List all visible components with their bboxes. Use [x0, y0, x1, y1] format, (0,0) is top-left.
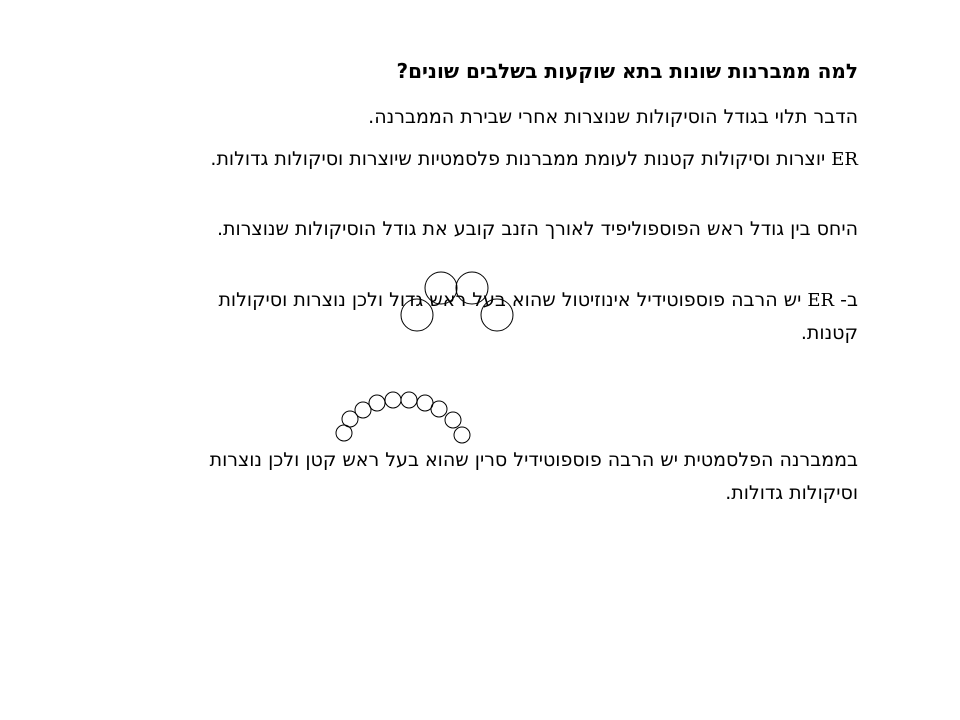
paragraph-4-text: יש הרבה פוספוטידיל אינוזיטול שהוא בעל ראש גדול ולכן נוצרות וסיקולות קטנות.: [218, 289, 858, 344]
small-head-circle: [355, 402, 371, 418]
slide-title: למה ממברנות שונות בתא שוקעות בשלבים שונים?: [396, 59, 858, 83]
paragraph-2: [178, 143, 858, 176]
small-head-circle: [417, 395, 433, 411]
paragraph-5: בממברנה הפלסמטית יש הרבה פוספוטידיל סרין שהוא בעל ראש קטן ולכן נוצרות וסיקולות גדולות.: [209, 449, 858, 504]
small-head-circle: [445, 412, 461, 428]
paragraph-1: הדבר תלוי בגודל הוסיקולות שנוצרות אחרי שבירת הממברנה.: [368, 106, 858, 128]
paragraph-2-text: יוצרות וסיקולות קטנות לעומת ממברנות פלסמטיות שיוצרות וסיקולות גדולות.: [210, 148, 832, 170]
er-label: ER: [831, 149, 858, 170]
small-head-circle: [454, 427, 470, 443]
small-head-circle: [336, 425, 352, 441]
paragraph-3: היחס בין גודל ראש הפוספוליפיד לאורך הזנב קובע את גודל הוסיקולות שנוצרות.: [217, 218, 858, 240]
small-head-circle: [401, 392, 417, 408]
small-head-circle: [369, 395, 385, 411]
small-head-circle: [431, 401, 447, 417]
small-head-arc: [336, 392, 470, 443]
small-head-circle: [385, 392, 401, 408]
small-head-circle: [342, 411, 358, 427]
paragraph-4: [178, 284, 858, 350]
paragraph-4-prefix: ב-: [834, 289, 858, 311]
er-label: ER: [807, 290, 835, 311]
